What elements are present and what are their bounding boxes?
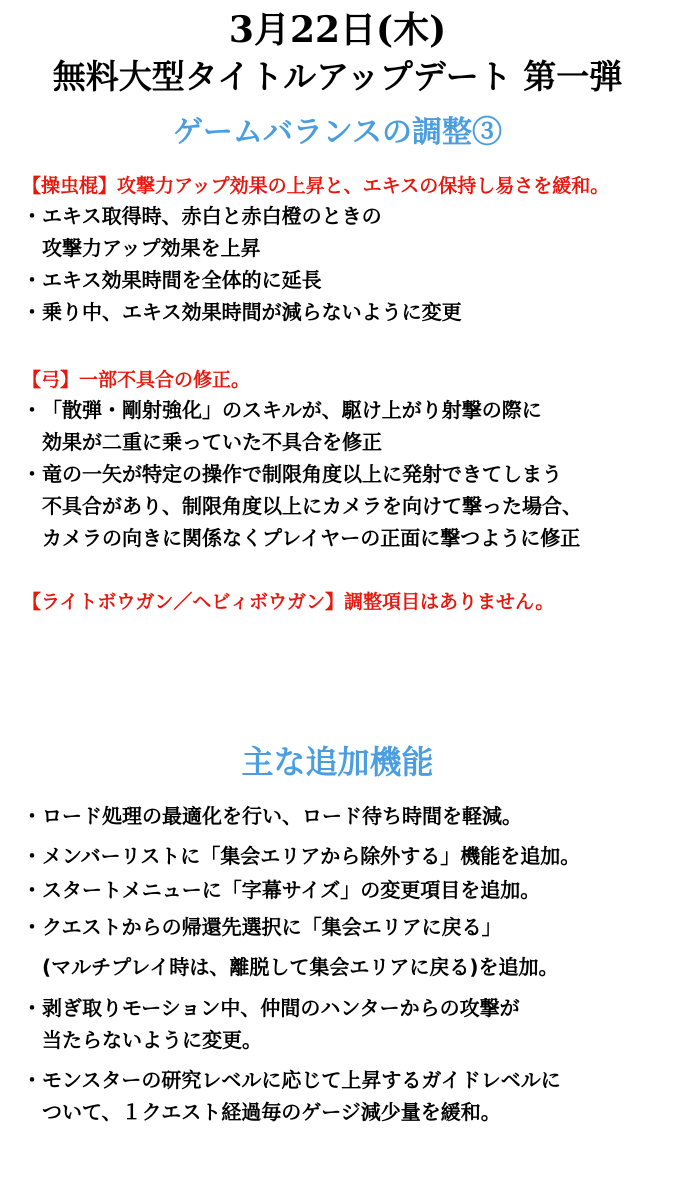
bullet: ・ — [22, 300, 42, 324]
bullet: ・ — [22, 462, 42, 486]
list-item: ・メンバーリストに「集会エリアから除外する」機能を追加。 — [22, 841, 580, 871]
insect-glaive-heading: 【操虫棍】攻撃力アップ効果の上昇と、エキスの保持し易さを緩和。 — [22, 175, 610, 197]
bullet: ・ — [22, 844, 42, 868]
list-item: ・竜の一矢が特定の操作で制限角度以上に発射できてしまう — [22, 459, 562, 489]
bullet: ・ — [22, 268, 42, 292]
list-item: ・ロード処理の最適化を行い、ロード待ち時間を軽減。 — [22, 801, 522, 831]
bowguns-heading: 【ライトボウガン／ヘビィボウガン】調整項目はありません。 — [22, 591, 555, 613]
date-line: 3月22日(木) — [228, 9, 447, 51]
balance-heading: ゲームバランスの調整③ — [172, 115, 503, 150]
list-item: ・剥ぎ取りモーション中、仲間のハンターからの攻撃が — [22, 993, 520, 1023]
list-item: ・エキス取得時、赤白と赤白橙のときの — [22, 201, 382, 231]
list-item: ・「散弾・剛射強化」のスキルが、駆け上がり射撃の際に — [22, 395, 542, 425]
list-item-continuation: 当たらないように変更。 — [42, 1028, 262, 1052]
page-title: 無料大型タイトルアップデート 第一弾 — [52, 57, 623, 96]
features-heading: 主な追加機能 — [241, 743, 434, 781]
bullet: ・ — [22, 804, 42, 828]
list-item-continuation: 攻撃力アップ効果を上昇 — [42, 236, 261, 260]
bullet: ・ — [22, 1068, 42, 1092]
bullet: ・ — [22, 996, 42, 1020]
bow-heading: 【弓】一部不具合の修正。 — [22, 369, 251, 391]
bullet: ・ — [22, 915, 42, 939]
list-item: ・乗り中、エキス効果時間が減らないように変更 — [22, 297, 462, 327]
bullet: ・ — [22, 204, 42, 228]
list-item: ・スタートメニューに「字幕サイズ」の変更項目を追加。 — [22, 875, 540, 905]
list-item-continuation: (マルチプレイ時は、離脱して集会エリアに戻る)を追加。 — [42, 955, 559, 979]
bullet: ・ — [22, 878, 42, 902]
bullet: ・ — [22, 398, 42, 422]
list-item: ・クエストからの帰還先選択に「集会エリアに戻る」 — [22, 912, 502, 942]
list-item: ・モンスターの研究レベルに応じて上昇するガイドレベルに — [22, 1065, 561, 1095]
list-item-continuation: カメラの向きに関係なくプレイヤーの正面に撃つように修正 — [42, 526, 581, 550]
list-item: ・エキス効果時間を全体的に延長 — [22, 265, 322, 295]
list-item-continuation: 効果が二重に乗っていた不具合を修正 — [42, 430, 382, 454]
list-item-continuation: ついて、１クエスト経過毎のゲージ減少量を緩和。 — [42, 1100, 501, 1124]
list-item-continuation: 不具合があり、制限角度以上にカメラを向けて撃った場合、 — [42, 494, 582, 518]
